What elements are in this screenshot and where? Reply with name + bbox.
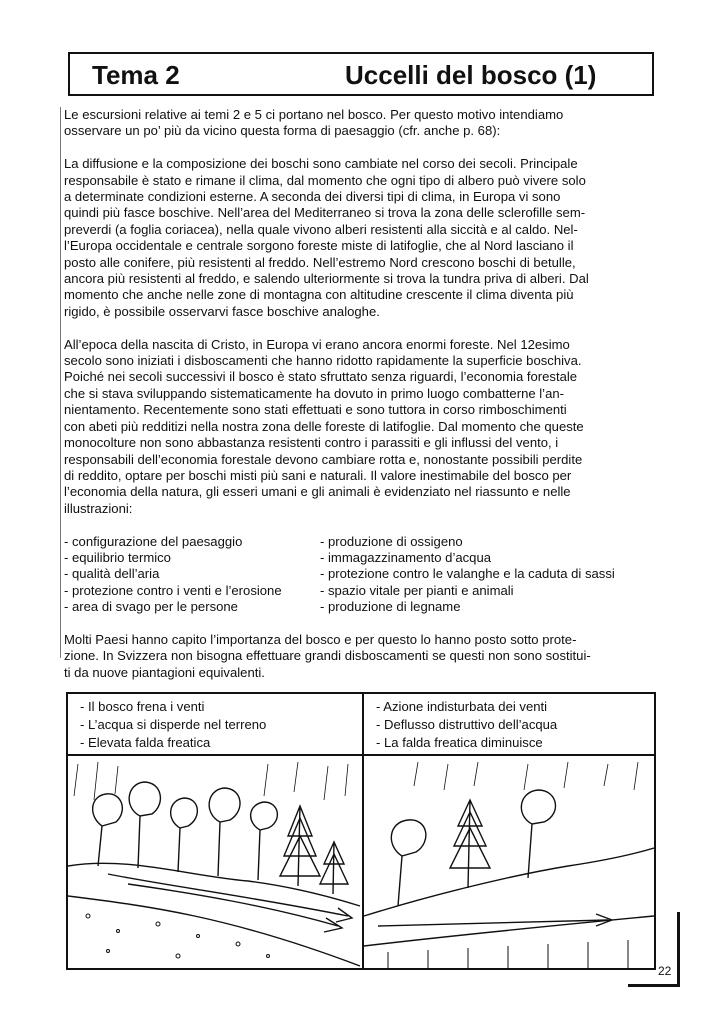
text-line: quindi più fasce boschive. Nell’area del Mediterraneo si trova la zona delle sclerofille sem- (64, 205, 586, 221)
text-line: momento che anche nelle zone di montagna con altitudine crescente il clima diventa più (64, 287, 574, 303)
deforested-caption (376, 698, 557, 752)
list-item: - equilibrio termico (64, 549, 171, 565)
text-line: posto alle conifere, più resistenti al freddo. Nell’estremo Nord crescono boschi di betulle, (64, 254, 576, 270)
list-item: - produzione di legname (320, 599, 461, 615)
caption-line: - Deflusso distruttivo dell’acqua (376, 717, 558, 732)
text-line: a determinate condizioni esterne. A seconda dei diversi tipi di clima, in Europa vi sono (64, 189, 561, 205)
right-water-arrows (378, 914, 612, 926)
caption-line: - La falda freatica diminuisce (376, 735, 543, 750)
caption-line: - Elevata falda freatica (80, 735, 211, 750)
left-soil-dots (86, 914, 270, 958)
list-item: - area di svago per le persone (64, 599, 238, 615)
text-line: Le escursioni relative ai temi 2 e 5 ci portano nel bosco. Per questo motivo intendiamo (64, 107, 564, 122)
text-line: Poiché nei secoli successivi il bosco è stato sfruttato senza riguardi, l’economia forestale (64, 369, 578, 385)
list-item: - spazio vitale per pianti e animali (320, 582, 514, 598)
caption-line: - Azione indisturbata dei venti (376, 699, 548, 714)
right-groundwater-drops (388, 940, 628, 968)
caption-line: - Il bosco frena i venti (80, 699, 205, 714)
right-hill-line (364, 848, 654, 916)
text-line: secolo sono iniziati i disboscamenti che hanno ridotto rapidamente la superficie boschiva. (64, 353, 582, 369)
left-slope-line (68, 896, 360, 966)
body-text (64, 107, 662, 681)
rain-lines-left (74, 762, 348, 800)
title-box (68, 52, 654, 96)
caption-line: - L’acqua si disperde nel terreno (80, 717, 267, 732)
margin-rule (60, 107, 61, 658)
text-line: osservare un po’ più da vicino questa forma di paesaggio (cfr. anche p. 68): (64, 123, 501, 139)
text-line: All’epoca della nascita di Cristo, in Europa vi erano ancora enormi foreste. Nel 12esimo (64, 336, 570, 352)
text-line: Molti Paesi hanno capito l’importanza del bosco e per questo lo hanno posto sotto prote- (64, 631, 577, 647)
climate-paragraph (64, 156, 662, 320)
text-line: rigido, è possibile osservarvi fasce boschive analoghe. (64, 303, 380, 319)
list-item: - qualità dell’aria (64, 566, 160, 582)
benefits-list (64, 534, 662, 616)
text-line: l’Europa occidentale e centrale sorgono foreste miste di latifoglie, che al Nord lasciano il (64, 238, 574, 254)
list-item: - configurazione del paesaggio (64, 533, 243, 549)
left-water-arrows (108, 874, 352, 932)
theme-label: Tema 2 (92, 60, 180, 90)
forest-caption (80, 698, 266, 752)
landscape-drawing (68, 756, 654, 970)
text-line: zione. In Svizzera non bisogna effettuare grandi disboscamenti se questi non sono sostitui- (64, 648, 591, 664)
page-corner-frame (677, 912, 680, 987)
text-line: monocolture non sono abbastanza resistenti contro i parassiti e gli influssi del vento, i (64, 435, 559, 451)
right-trees (391, 790, 555, 906)
list-item: - protezione contro i venti e l’erosione (64, 582, 282, 598)
list-item: - produzione di ossigeno (320, 533, 463, 549)
text-line: illustrazioni: (64, 500, 133, 516)
text-line: ti da nuove piantagioni equivalenti. (64, 664, 265, 680)
forest-comparison-illustration (66, 692, 656, 970)
list-item: - immagazzinamento d’acqua (320, 549, 492, 565)
history-paragraph (64, 337, 662, 517)
intro-paragraph (64, 107, 662, 140)
text-line: ancora più resistenti al freddo, e salendo ulteriormente si trova la tundra priva di alberi. Dal (64, 271, 589, 287)
text-line: con abeti più redditizi nella nostra zona delle foreste di latifoglie. Dal momento che queste (64, 418, 584, 434)
rain-lines-right (414, 762, 638, 790)
text-line: responsabili dell’economia forestale devono cambiare rotta e, nonostante possibili perdite (64, 451, 583, 467)
benefits-column-right (320, 534, 660, 616)
protection-paragraph (64, 632, 662, 681)
text-line: responsabile è stato e rimane il clima, dal momento che ogni tipo di albero può vivere solo (64, 172, 586, 188)
text-line: che si stava sviluppando sistematicamente ha dovuto in primo luogo combatterne l’an- (64, 385, 565, 401)
text-line: La diffusione e la composizione dei boschi sono cambiate nel corso dei secoli. Principale (64, 156, 578, 172)
text-line: preverdi (a foglia coriacea), nella quale vivono alberi resistenti alla siccità e al caldo. Nel- (64, 221, 578, 237)
page-number: 22 (658, 964, 672, 978)
page-title: Uccelli del bosco (1) (345, 60, 597, 90)
benefits-column-left (64, 534, 320, 616)
text-line: l’economia della natura, gli esseri umani e gli animali è evidenziato nel riassunto e nelle (64, 484, 571, 500)
text-line: di reddito, optare per boschi misti più sani e naturali. Il valore inestimabile del bosco per (64, 467, 572, 483)
list-item: - protezione contro le valanghe e la caduta di sassi (320, 566, 615, 582)
page-corner-frame (628, 984, 680, 987)
text-line: nientamento. Recentemente sono stati effettuati e sono tuttora in corso rimboschimenti (64, 402, 567, 418)
